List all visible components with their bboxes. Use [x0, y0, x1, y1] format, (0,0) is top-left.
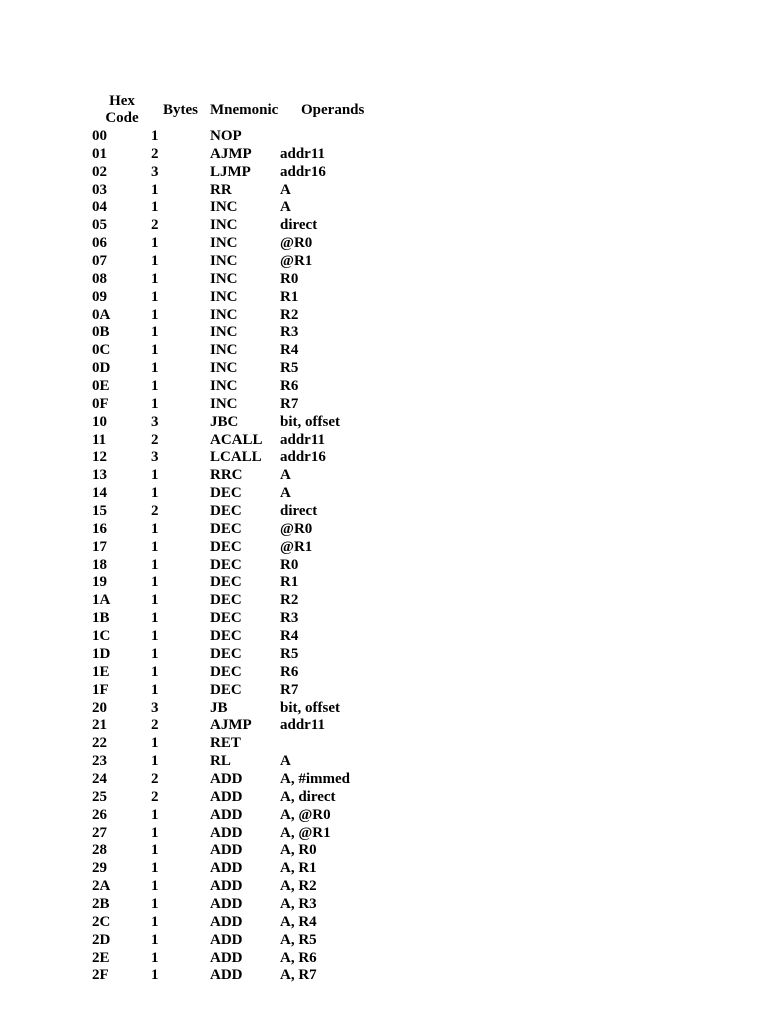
table-row — [92, 289, 412, 307]
mnemonic-cell: DEC — [210, 520, 242, 537]
table-row — [92, 307, 412, 325]
hex-code-cell: 0C — [92, 342, 111, 359]
table-row — [92, 485, 412, 503]
mnemonic-cell: AJMP — [210, 717, 252, 734]
mnemonic-cell: DEC — [210, 556, 242, 573]
hex-code-cell: 20 — [92, 699, 107, 716]
operands-cell: R3 — [280, 610, 299, 627]
table-row — [92, 414, 412, 432]
opcode-rows — [92, 128, 412, 985]
operands-cell: A, @R1 — [280, 824, 331, 841]
bytes-cell: 1 — [151, 628, 159, 645]
table-row — [92, 253, 412, 271]
bytes-cell: 1 — [151, 342, 159, 359]
hex-code-cell: 04 — [92, 199, 107, 216]
hex-code-cell: 08 — [92, 270, 107, 287]
operands-cell: A, R1 — [280, 860, 317, 877]
operands-cell: direct — [280, 217, 318, 234]
mnemonic-cell: RL — [210, 753, 231, 770]
operands-cell: A — [280, 753, 291, 770]
mnemonic-cell: INC — [210, 342, 238, 359]
hex-code-cell: 2D — [92, 931, 111, 948]
header-mnemonic: Mnemonic — [210, 102, 279, 118]
mnemonic-cell: INC — [210, 288, 238, 305]
bytes-cell: 1 — [151, 806, 159, 823]
table-row — [92, 700, 412, 718]
table-row — [92, 628, 412, 646]
hex-code-cell: 0A — [92, 306, 111, 323]
hex-code-cell: 01 — [92, 145, 107, 162]
bytes-cell: 1 — [151, 270, 159, 287]
table-row — [92, 932, 412, 950]
table-row — [92, 950, 412, 968]
operands-cell: R1 — [280, 288, 299, 305]
hex-code-cell: 12 — [92, 449, 107, 466]
hex-code-cell: 24 — [92, 770, 107, 787]
operands-cell: A — [280, 467, 291, 484]
header-operands: Operands — [301, 102, 365, 118]
table-row — [92, 646, 412, 664]
operands-cell: addr16 — [280, 163, 326, 180]
bytes-cell: 2 — [151, 770, 159, 787]
bytes-cell: 1 — [151, 878, 159, 895]
hex-code-cell: 1A — [92, 592, 111, 609]
hex-code-cell: 23 — [92, 753, 107, 770]
mnemonic-cell: ADD — [210, 949, 243, 966]
table-row — [92, 574, 412, 592]
bytes-cell: 1 — [151, 735, 159, 752]
mnemonic-cell: JBC — [210, 413, 239, 430]
header-bytes: Bytes — [163, 102, 198, 118]
mnemonic-cell: INC — [210, 360, 238, 377]
operands-cell: A — [280, 199, 291, 216]
mnemonic-cell: DEC — [210, 663, 242, 680]
operands-cell: A, R4 — [280, 913, 317, 930]
mnemonic-cell: AJMP — [210, 145, 252, 162]
operands-cell: A — [280, 485, 291, 502]
bytes-cell: 2 — [151, 145, 159, 162]
operands-cell: @R0 — [280, 520, 313, 537]
table-row — [92, 503, 412, 521]
hex-code-cell: 19 — [92, 574, 107, 591]
table-row — [92, 914, 412, 932]
table-row — [92, 807, 412, 825]
table-row — [92, 199, 412, 217]
mnemonic-cell: ADD — [210, 788, 243, 805]
operands-cell: R4 — [280, 628, 299, 645]
mnemonic-cell: DEC — [210, 538, 242, 555]
table-row — [92, 789, 412, 807]
hex-code-cell: 22 — [92, 735, 107, 752]
table-row — [92, 146, 412, 164]
operands-cell: R6 — [280, 663, 299, 680]
hex-code-cell: 1D — [92, 645, 111, 662]
table-row — [92, 825, 412, 843]
header-hex-line2: Code — [105, 110, 139, 126]
hex-code-cell: 17 — [92, 538, 107, 555]
table-row — [92, 521, 412, 539]
bytes-cell: 3 — [151, 413, 159, 430]
mnemonic-cell: INC — [210, 270, 238, 287]
operands-cell: R0 — [280, 270, 299, 287]
hex-code-cell: 02 — [92, 163, 107, 180]
mnemonic-cell: RRC — [210, 467, 243, 484]
operands-cell: addr11 — [280, 431, 326, 448]
bytes-cell: 2 — [151, 431, 159, 448]
bytes-cell: 1 — [151, 520, 159, 537]
mnemonic-cell: DEC — [210, 592, 242, 609]
bytes-cell: 1 — [151, 913, 159, 930]
mnemonic-cell: ADD — [210, 878, 243, 895]
bytes-cell: 1 — [151, 895, 159, 912]
mnemonic-cell: RET — [210, 735, 241, 752]
operands-cell: R2 — [280, 306, 299, 323]
operands-cell: A — [280, 181, 291, 198]
hex-code-cell: 1C — [92, 628, 111, 645]
table-row — [92, 324, 412, 342]
bytes-cell: 1 — [151, 324, 159, 341]
operands-cell: R7 — [280, 395, 299, 412]
mnemonic-cell: ADD — [210, 770, 243, 787]
hex-code-cell: 14 — [92, 485, 107, 502]
hex-code-cell: 26 — [92, 806, 107, 823]
operands-cell: A, R6 — [280, 949, 317, 966]
bytes-cell: 1 — [151, 681, 159, 698]
table-row — [92, 664, 412, 682]
bytes-cell: 1 — [151, 967, 159, 984]
hex-code-cell: 16 — [92, 520, 107, 537]
hex-code-cell: 05 — [92, 217, 107, 234]
mnemonic-cell: DEC — [210, 574, 242, 591]
operands-cell: bit, offset — [280, 699, 340, 716]
mnemonic-cell: DEC — [210, 610, 242, 627]
table-row — [92, 592, 412, 610]
hex-code-cell: 28 — [92, 842, 107, 859]
bytes-cell: 2 — [151, 717, 159, 734]
table-row — [92, 342, 412, 360]
operands-cell: @R0 — [280, 235, 313, 252]
hex-code-cell: 1F — [92, 681, 109, 698]
bytes-cell: 1 — [151, 931, 159, 948]
hex-code-cell: 03 — [92, 181, 107, 198]
hex-code-cell: 2C — [92, 913, 111, 930]
hex-code-cell: 18 — [92, 556, 107, 573]
bytes-cell: 1 — [151, 467, 159, 484]
bytes-cell: 1 — [151, 253, 159, 270]
bytes-cell: 1 — [151, 592, 159, 609]
table-row — [92, 753, 412, 771]
bytes-cell: 2 — [151, 788, 159, 805]
mnemonic-cell: JB — [210, 699, 228, 716]
table-row — [92, 682, 412, 700]
bytes-cell: 1 — [151, 395, 159, 412]
hex-code-cell: 2F — [92, 967, 109, 984]
operands-cell: @R1 — [280, 538, 313, 555]
operands-cell: direct — [280, 503, 318, 520]
bytes-cell: 1 — [151, 949, 159, 966]
hex-code-cell: 0E — [92, 378, 110, 395]
hex-code-cell: 0D — [92, 360, 111, 377]
table-row — [92, 557, 412, 575]
hex-code-cell: 2B — [92, 895, 110, 912]
operands-cell: bit, offset — [280, 413, 340, 430]
mnemonic-cell: INC — [210, 324, 238, 341]
bytes-cell: 3 — [151, 449, 159, 466]
mnemonic-cell: ADD — [210, 860, 243, 877]
operands-cell: R0 — [280, 556, 299, 573]
mnemonic-cell: ADD — [210, 913, 243, 930]
mnemonic-cell: INC — [210, 378, 238, 395]
bytes-cell: 1 — [151, 360, 159, 377]
mnemonic-cell: LCALL — [210, 449, 262, 466]
bytes-cell: 1 — [151, 824, 159, 841]
mnemonic-cell: DEC — [210, 503, 242, 520]
operands-cell: A, R3 — [280, 895, 317, 912]
mnemonic-cell: INC — [210, 253, 238, 270]
hex-code-cell: 06 — [92, 235, 107, 252]
operands-cell: A, R7 — [280, 967, 317, 984]
bytes-cell: 1 — [151, 378, 159, 395]
operands-cell: addr11 — [280, 145, 326, 162]
table-row — [92, 735, 412, 753]
table-row — [92, 539, 412, 557]
table-row — [92, 235, 412, 253]
hex-code-cell: 07 — [92, 253, 107, 270]
operands-cell: R6 — [280, 378, 299, 395]
operands-cell: R2 — [280, 592, 299, 609]
table-row — [92, 467, 412, 485]
hex-code-cell: 0F — [92, 395, 109, 412]
header-hex-code — [102, 93, 142, 127]
hex-code-cell: 15 — [92, 503, 107, 520]
bytes-cell: 1 — [151, 235, 159, 252]
table-row — [92, 128, 412, 146]
bytes-cell: 1 — [151, 556, 159, 573]
table-row — [92, 432, 412, 450]
mnemonic-cell: LJMP — [210, 163, 251, 180]
operands-cell: R4 — [280, 342, 299, 359]
hex-code-cell: 1E — [92, 663, 110, 680]
operands-cell: addr16 — [280, 449, 326, 466]
hex-code-cell: 25 — [92, 788, 107, 805]
operands-cell: R1 — [280, 574, 299, 591]
hex-code-cell: 1B — [92, 610, 110, 627]
operands-cell: A, R0 — [280, 842, 317, 859]
operands-cell: R5 — [280, 645, 299, 662]
mnemonic-cell: INC — [210, 306, 238, 323]
mnemonic-cell: ADD — [210, 931, 243, 948]
table-row — [92, 360, 412, 378]
hex-code-cell: 11 — [92, 431, 107, 448]
table-row — [92, 164, 412, 182]
table-row — [92, 842, 412, 860]
table-row — [92, 967, 412, 985]
mnemonic-cell: ADD — [210, 842, 243, 859]
mnemonic-cell: INC — [210, 199, 238, 216]
operands-cell: addr11 — [280, 717, 326, 734]
header-hex-line1: Hex — [109, 93, 135, 109]
hex-code-cell: 29 — [92, 860, 107, 877]
hex-code-cell: 0B — [92, 324, 110, 341]
mnemonic-cell: DEC — [210, 681, 242, 698]
hex-code-cell: 13 — [92, 467, 107, 484]
mnemonic-cell: RR — [210, 181, 232, 198]
bytes-cell: 1 — [151, 610, 159, 627]
bytes-cell: 3 — [151, 699, 159, 716]
bytes-cell: 1 — [151, 842, 159, 859]
table-row — [92, 860, 412, 878]
table-row — [92, 878, 412, 896]
hex-code-cell: 21 — [92, 717, 107, 734]
table-header — [90, 93, 390, 129]
mnemonic-cell: INC — [210, 235, 238, 252]
mnemonic-cell: DEC — [210, 628, 242, 645]
table-row — [92, 717, 412, 735]
bytes-cell: 1 — [151, 663, 159, 680]
bytes-cell: 1 — [151, 574, 159, 591]
hex-code-cell: 27 — [92, 824, 107, 841]
table-row — [92, 449, 412, 467]
mnemonic-cell: INC — [210, 395, 238, 412]
bytes-cell: 1 — [151, 288, 159, 305]
hex-code-cell: 2E — [92, 949, 110, 966]
bytes-cell: 1 — [151, 128, 159, 144]
bytes-cell: 2 — [151, 503, 159, 520]
mnemonic-cell: ACALL — [210, 431, 263, 448]
table-row — [92, 271, 412, 289]
operands-cell: A, direct — [280, 788, 336, 805]
mnemonic-cell: DEC — [210, 645, 242, 662]
table-row — [92, 610, 412, 628]
hex-code-cell: 2A — [92, 878, 111, 895]
bytes-cell: 1 — [151, 538, 159, 555]
table-row — [92, 396, 412, 414]
mnemonic-cell: ADD — [210, 806, 243, 823]
bytes-cell: 1 — [151, 306, 159, 323]
bytes-cell: 1 — [151, 860, 159, 877]
table-row — [92, 182, 412, 200]
bytes-cell: 1 — [151, 199, 159, 216]
hex-code-cell: 09 — [92, 288, 107, 305]
mnemonic-cell: DEC — [210, 485, 242, 502]
bytes-cell: 1 — [151, 753, 159, 770]
operands-cell: A, @R0 — [280, 806, 331, 823]
operands-cell: R3 — [280, 324, 299, 341]
table-row — [92, 896, 412, 914]
operands-cell: A, R2 — [280, 878, 317, 895]
table-row — [92, 217, 412, 235]
operands-cell: A, #immed — [280, 770, 350, 787]
table-row — [92, 771, 412, 789]
bytes-cell: 2 — [151, 217, 159, 234]
operands-cell: R5 — [280, 360, 299, 377]
table-row — [92, 378, 412, 396]
mnemonic-cell: ADD — [210, 824, 243, 841]
mnemonic-cell: ADD — [210, 967, 243, 984]
hex-code-cell: 00 — [92, 128, 107, 144]
mnemonic-cell: INC — [210, 217, 238, 234]
bytes-cell: 1 — [151, 181, 159, 198]
hex-code-cell: 10 — [92, 413, 107, 430]
mnemonic-cell: ADD — [210, 895, 243, 912]
bytes-cell: 3 — [151, 163, 159, 180]
operands-cell: A, R5 — [280, 931, 317, 948]
operands-cell: R7 — [280, 681, 299, 698]
mnemonic-cell: NOP — [210, 128, 242, 144]
operands-cell: @R1 — [280, 253, 313, 270]
bytes-cell: 1 — [151, 485, 159, 502]
bytes-cell: 1 — [151, 645, 159, 662]
